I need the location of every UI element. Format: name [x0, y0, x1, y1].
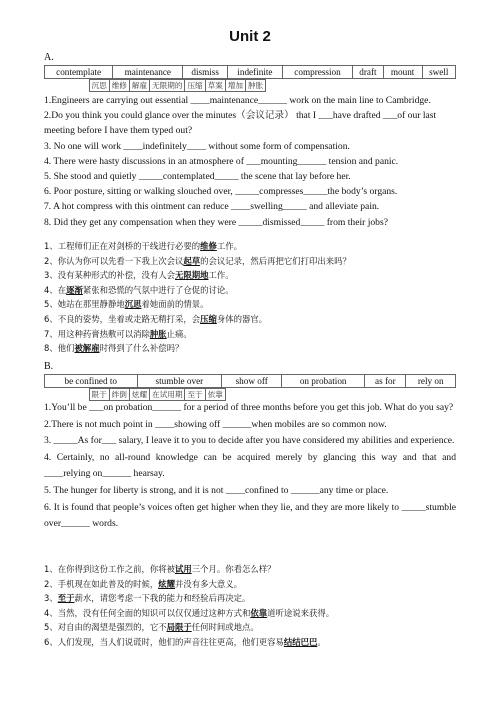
translation-text: 三个月。你看怎么样？ — [191, 564, 276, 574]
translation-line — [44, 620, 456, 635]
translation-line — [44, 591, 456, 606]
translation-keyword: 起草 — [183, 255, 201, 266]
translation-line — [44, 577, 456, 592]
section-a-sentences — [44, 93, 456, 230]
translation-text: 的会议记录，然后再把它们打印出来吗？ — [200, 255, 351, 266]
translation-keyword: 依靠 — [250, 607, 268, 618]
translation-text: 8、他们 — [44, 343, 75, 354]
translation-line — [44, 635, 456, 650]
vocab-meaning: 绊倒 — [109, 389, 129, 401]
translation-keyword: 被解雇 — [74, 343, 100, 354]
translation-keyword: 至于 — [57, 593, 75, 604]
translation-text: 止痛。 — [166, 328, 192, 339]
exercise-sentence: 5. She stood and quietly _____contemplated_____ the scene that lay before her. — [44, 171, 351, 183]
vocab-meaning: 解雇 — [129, 80, 149, 92]
vocab-word: show off — [222, 375, 282, 388]
vocab-meaning: 增加 — [225, 80, 245, 92]
translation-line — [44, 606, 456, 621]
translation-line — [44, 312, 456, 327]
translation-text: 2、手机现在如此普及的时候， — [44, 578, 159, 589]
vocab-meaning: 炫耀 — [129, 389, 149, 401]
vocab-word: rely on — [406, 375, 456, 388]
translation-text: 7、用这种药膏热敷可以消除 — [44, 328, 150, 339]
translation-text: 1、在你得到这份工作之前，你将被 — [44, 564, 175, 574]
exercise-sentence: 4. Certainly, no all-round knowledge can be acquired merely by glancing this way and that and ____relying on______ hearsay. — [44, 451, 456, 480]
vocab-word: indefinite — [227, 66, 282, 79]
translation-text: 5、她站在那里静静地 — [44, 299, 125, 310]
section-a-word-table — [44, 65, 456, 90]
exercise-sentence: 1.Engineers are carrying out essential ____maintenance______ work on the main line to Cambridge. — [44, 95, 431, 106]
exercise-sentence: 1.You’ll be ___on probation______ for a period of three months before you get this job. What do you say? — [44, 402, 454, 413]
translation-text: 。 — [317, 636, 326, 647]
translation-line — [44, 268, 456, 283]
translation-text: 4、当然，没有任何全面的知识可以仅仅通过这种方式和 — [44, 607, 251, 618]
translation-keyword: 沉思 — [124, 299, 142, 310]
section-a-label: A. — [44, 52, 54, 63]
translation-line — [44, 341, 456, 356]
section-b-label: B. — [44, 361, 54, 372]
exercise-sentence: 2.Do you think you could glance over the minutes（会议记录） that I ___have drafted ___of our last meeting before I have them typed out? — [44, 110, 437, 137]
exercise-sentence: 6. It is found that people’s voices often get higher when they lie, and they are more likely to _____stumble over______ words. — [44, 501, 456, 530]
vocab-word: mount — [383, 66, 422, 79]
translation-text: 紧张和恐慌的气氛中进行了仓促的讨论。 — [82, 284, 234, 295]
vocab-word: maintenance — [113, 66, 183, 79]
vocab-word: dismiss — [183, 66, 228, 79]
exercise-sentence: 3. _____As for___ salary, I leave it to you to decide after you have considered my abilities and experience. — [44, 435, 455, 447]
translation-line — [44, 254, 456, 269]
translation-text: 2、你认为你可以先看一下我上次会议 — [44, 255, 184, 266]
vocab-word: stumble over — [137, 375, 222, 388]
translation-keyword: 炫耀 — [158, 578, 175, 589]
translation-text: 工作。 — [208, 270, 234, 281]
translation-line — [44, 562, 456, 577]
translation-text: 任何时间或地点。 — [191, 622, 259, 633]
translation-text: 工作。 — [216, 241, 242, 251]
translation-text: 时得到了什么补偿吗？ — [99, 343, 184, 354]
translation-text: 6、人们发现，当人们说谎时，他们的声音往往更高，他们更容易 — [44, 636, 284, 647]
translation-keyword: 压缩 — [200, 313, 217, 324]
vocab-meaning: 沉思 — [89, 80, 109, 92]
exercise-sentence: 6. Poor posture, sitting or walking slouched over, _____compresses_____the body’s organs. — [44, 186, 398, 198]
translation-keyword: 结结巴巴 — [283, 636, 318, 647]
section-b-sentences — [44, 400, 456, 533]
vocab-word: compression — [282, 66, 352, 79]
exercise-sentence: 3. No one will work ____indefinitely____ without some form of compensation. — [44, 140, 350, 152]
translation-text: 6、不良的姿势，坐着或走路无精打采，会 — [44, 313, 201, 324]
translation-line — [44, 239, 456, 254]
vocab-meaning: 限于 — [89, 389, 109, 401]
vocab-word: on probation — [282, 375, 365, 388]
translation-keyword: 试用 — [174, 564, 192, 574]
translation-keyword: 逐渐 — [66, 284, 83, 295]
translation-line — [44, 297, 456, 312]
translation-text: 3、没有某种形式的补偿，没有人会 — [44, 270, 175, 281]
translation-text: 薪水，请您考虑一下我的能力和经验后再决定。 — [74, 593, 251, 604]
vocab-meaning: 在试用期 — [150, 389, 185, 401]
exercise-sentence: 5. The hunger for liberty is strong, and it is not ____confined to ______any time or place. — [44, 484, 389, 496]
exercise-sentence: 4. There were hasty discussions in an atmosphere of ___mounting______ tension and panic. — [44, 155, 399, 167]
exercise-sentence: 8. Did they get any compensation when they were _____dismissed_____ from their jobs? — [44, 216, 388, 228]
translation-keyword: 维修 — [200, 241, 217, 251]
section-b-word-table — [44, 374, 456, 399]
vocab-meaning: 草案 — [205, 80, 225, 92]
translation-text: 并没有多大意义。 — [174, 578, 242, 589]
vocab-meaning: 依靠 — [205, 389, 225, 401]
translation-keyword: 无限期地 — [174, 270, 209, 281]
translation-text: 5、对自由的渴望是强烈的，它不 — [44, 622, 167, 633]
translation-line — [44, 283, 456, 298]
vocab-word: draft — [353, 66, 384, 79]
vocab-word: be confined to — [45, 375, 138, 388]
translation-text: 1、工程师们正在对剑桥的干线进行必要的 — [44, 241, 201, 251]
vocab-meaning: 无限期的 — [150, 80, 185, 92]
translation-text: 4、在 — [44, 284, 67, 295]
translation-keyword: 肿胀 — [149, 328, 167, 339]
vocab-meaning: 至于 — [185, 389, 205, 401]
translation-text: 身体的器官。 — [216, 313, 268, 324]
exercise-sentence: 2.There is not much point in ____showing off ______when mobiles are so common now. — [44, 418, 387, 430]
page-title: Unit 2 — [229, 28, 271, 45]
translation-text: 着她面前的情景。 — [141, 299, 209, 310]
vocab-meaning: 压缩 — [185, 80, 205, 92]
translation-text: 道听途说来获得。 — [267, 607, 335, 618]
vocab-word: swell — [422, 66, 455, 79]
vocab-meaning: 肿胀 — [246, 80, 266, 92]
vocab-word: as for — [365, 375, 406, 388]
exercise-sentence: 7. A hot compress with this ointment can reduce ____swelling_____ and alleviate pain. — [44, 201, 380, 213]
vocab-word: contemplate — [45, 66, 113, 79]
translation-keyword: 局限于 — [166, 622, 192, 633]
section-b-translations — [44, 562, 456, 650]
vocab-meaning: 维修 — [109, 80, 129, 92]
translation-line — [44, 327, 456, 342]
translation-text: 3、 — [44, 593, 58, 604]
section-a-translations — [44, 239, 456, 356]
